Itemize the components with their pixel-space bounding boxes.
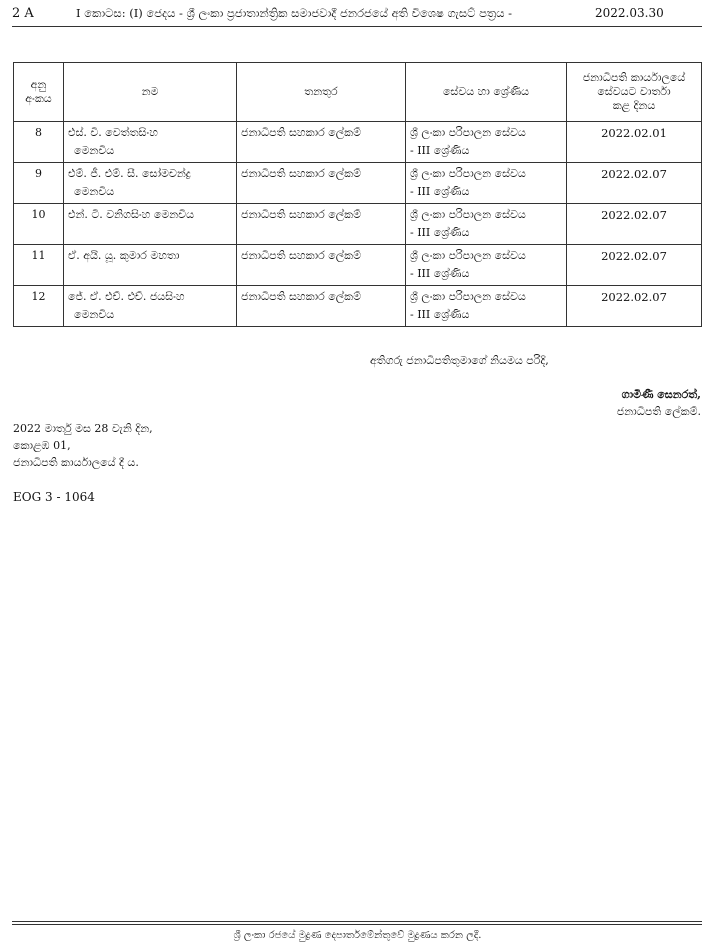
printer-imprint: ශ්‍රී ලංකා රජයේ මුද්‍රණ දෙපාර්තමේන්තුවේ මුද්‍රණය කරන ලදී. bbox=[233, 930, 482, 941]
row-number: 12 bbox=[14, 286, 64, 327]
signature-name: ගාමිණී සෙනරත්, bbox=[621, 388, 701, 401]
place-date-line2: කොළඹ 01, bbox=[13, 439, 71, 452]
col-header-report-date: ජනාධිපති කාර්යාලයේ සේවයට වාර්තා කළ දිනය bbox=[567, 63, 702, 122]
col-header-post: තනතුර bbox=[237, 63, 406, 122]
reference-number: EOG 3 - 1064 bbox=[13, 490, 95, 504]
row-name: එස්. වී. වෙත්තසිංහ මෙනවිය bbox=[64, 122, 237, 163]
row-date: 2022.02.01 bbox=[567, 122, 702, 163]
row-name: එන්. ටී. වනිගසිංහ මෙනවිය bbox=[64, 204, 237, 245]
row-service: ශ්‍රී ලංකා පරිපාලන සේවය - III ශ්‍රේණිය bbox=[406, 286, 567, 327]
order-text: අතිගරු ජනාධිපතිතුමාගේ නියමය පරිදි, bbox=[370, 354, 549, 367]
place-date-line1: 2022 මාර්තු මස 28 වැනි දින, bbox=[13, 422, 153, 435]
table-row bbox=[14, 245, 702, 286]
row-date: 2022.02.07 bbox=[567, 286, 702, 327]
page-header bbox=[12, 6, 702, 26]
row-post: ජනාධිපති සහකාර ලේකම් bbox=[237, 122, 406, 163]
row-number: 8 bbox=[14, 122, 64, 163]
row-date: 2022.02.07 bbox=[567, 245, 702, 286]
row-name: ඒ. අයි. යූ. කුමාර මහතා bbox=[64, 245, 237, 286]
col-header-no: අනු අංකය bbox=[14, 63, 64, 122]
row-name: එම්. ජී. එම්. සී. සෝමචන්ද්‍ර මෙනවිය bbox=[64, 163, 237, 204]
gazette-title: I කොටස: (I) ජෙදය - ශ්‍රී ලංකා ප්‍රජාතාන්ත්‍රික සමාජවාදී ජනරජයේ අති විශෙෂ ගැසට් පත්‍රය - bbox=[76, 6, 512, 20]
row-number: 9 bbox=[14, 163, 64, 204]
gazette-date: 2022.03.30 bbox=[595, 6, 664, 20]
row-service: ශ්‍රී ලංකා පරිපාලන සේවය - III ශ්‍රේණිය bbox=[406, 163, 567, 204]
table-header-row bbox=[14, 63, 702, 122]
row-post: ජනාධිපති සහකාර ලේකම් bbox=[237, 286, 406, 327]
place-date-line3: ජනාධිපති කාර්යාලයේ දී ය. bbox=[13, 456, 139, 469]
row-post: ජනාධිපති සහකාර ලේකම් bbox=[237, 245, 406, 286]
col-header-service: සේවය හා ශ්‍රේණිය bbox=[406, 63, 567, 122]
row-date: 2022.02.07 bbox=[567, 163, 702, 204]
row-post: ජනාධිපති සහකාර ලේකම් bbox=[237, 204, 406, 245]
appointments-table bbox=[13, 62, 702, 327]
signature-title: ජනාධිපති ලේකම්. bbox=[616, 405, 701, 418]
row-number: 11 bbox=[14, 245, 64, 286]
page-number: 2 A bbox=[12, 6, 34, 21]
row-post: ජනාධිපති සහකාර ලේකම් bbox=[237, 163, 406, 204]
row-service: ශ්‍රී ලංකා පරිපාලන සේවය - III ශ්‍රේණිය bbox=[406, 245, 567, 286]
row-number: 10 bbox=[14, 204, 64, 245]
footer-rule-top bbox=[12, 921, 702, 922]
row-service: ශ්‍රී ලංකා පරිපාලන සේවය - III ශ්‍රේණිය bbox=[406, 122, 567, 163]
row-name: ජේ. ඒ. එච්. එච්. ජයසිංහ මෙනවිය bbox=[64, 286, 237, 327]
footer-rule-bottom bbox=[12, 924, 702, 925]
table-row bbox=[14, 122, 702, 163]
table-row bbox=[14, 163, 702, 204]
header-rule bbox=[12, 26, 702, 27]
row-date: 2022.02.07 bbox=[567, 204, 702, 245]
table-row bbox=[14, 204, 702, 245]
table-row bbox=[14, 286, 702, 327]
col-header-name: නම bbox=[64, 63, 237, 122]
row-service: ශ්‍රී ලංකා පරිපාලන සේවය - III ශ්‍රේණිය bbox=[406, 204, 567, 245]
